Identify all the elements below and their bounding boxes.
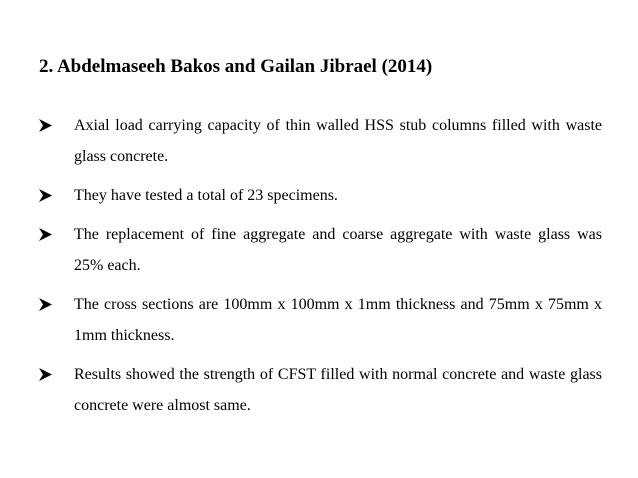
arrowhead-bullet-icon: [38, 359, 74, 390]
bullet-list: [38, 110, 602, 429]
bullet-item: [38, 219, 602, 281]
bullet-item: [38, 180, 602, 211]
slide-title: 2. Abdelmaseeh Bakos and Gailan Jibrael (2014): [39, 56, 433, 77]
arrowhead-bullet-icon: [38, 110, 74, 141]
bullet-item: [38, 359, 602, 421]
bullet-item: [38, 289, 602, 351]
bullet-text: Results showed the strength of CFST filled with normal concrete and waste glass concrete were almost same.: [74, 366, 602, 414]
bullet-text: Axial load carrying capacity of thin walled HSS stub columns filled with waste glass concrete.: [74, 117, 602, 165]
bullet-item: [38, 110, 602, 172]
arrowhead-bullet-icon: [38, 289, 74, 320]
bullet-text: They have tested a total of 23 specimens.: [74, 187, 338, 204]
arrowhead-bullet-icon: [38, 219, 74, 250]
bullet-text: The cross sections are 100mm x 100mm x 1mm thickness and 75mm x 75mm x 1mm thickness.: [74, 296, 602, 344]
bullet-text: The replacement of fine aggregate and coarse aggregate with waste glass was 25% each.: [74, 226, 602, 274]
arrowhead-bullet-icon: [38, 180, 74, 211]
